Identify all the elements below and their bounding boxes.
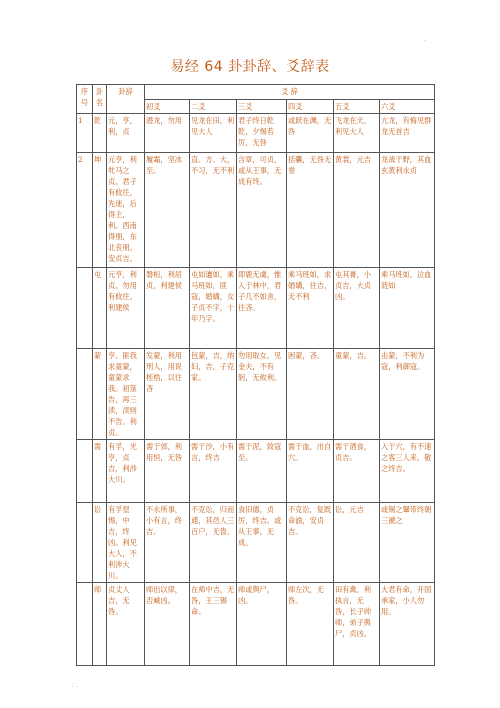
row-guaci: 元亨，利贞。勿用有攸往。利建侯 — [107, 268, 145, 349]
yao-cell: 田有禽，利执言，无咎，长子帅师，弟子舆尸，贞凶。 — [334, 583, 380, 666]
header-yao-5: 五爻 — [334, 100, 380, 114]
row-guaci: 亨。匪我求童蒙，童蒙求我。初筮告，再三渎，渎则不告。利贞。 — [107, 349, 145, 440]
yao-cell: 需于郊，利用恒，无咎 — [145, 440, 190, 503]
table-row — [77, 153, 435, 268]
yao-cell: 击蒙，不利为寇，利御寇。 — [380, 349, 435, 440]
yao-cell: 讼，元吉 — [334, 503, 380, 583]
yao-cell: 食旧德，贞厉，终吉。或从王事，无成。 — [237, 503, 287, 583]
row-seq — [77, 440, 93, 503]
footer-dots: : . — [72, 682, 78, 689]
yao-cell: 龙战于野，其血玄黄利永贞 — [380, 153, 435, 268]
row-seq: 2 — [77, 153, 93, 268]
row-seq — [77, 349, 93, 440]
hexagram-table — [76, 84, 435, 666]
table-row — [77, 583, 435, 666]
yao-cell: 乘马班如，求婚媾，往吉，无不利 — [287, 268, 334, 349]
yao-cell: 勿用取女，见金夫，不有躬，无攸利。 — [237, 349, 287, 440]
header-yao-4: 四爻 — [287, 100, 334, 114]
row-guaci: 有孚，光亨，贞吉，利涉大川。 — [107, 440, 145, 503]
row-guaci: 元亨，利牝马之贞。君子有攸往，先迷，后得主，利。西南得朋，东北丧朋。安贞吉。 — [107, 153, 145, 268]
yao-cell: 需于血，出自穴。 — [287, 440, 334, 503]
yao-cell: 不永所事，小有言，终吉。 — [145, 503, 190, 583]
table-row — [77, 114, 435, 153]
yao-cell: 见龙在田，利见大人 — [190, 114, 237, 153]
yao-cell: 入于穴，有不速之客三人来，敬之终吉。 — [380, 440, 435, 503]
yao-cell: 含章，可贞，或从王事，无成有终。 — [237, 153, 287, 268]
yao-cell: 大君有命，开国承家，小人勿用。 — [380, 583, 435, 666]
header-guaci: 卦辞 — [107, 85, 145, 114]
yao-cell: 磐桓，利居贞，利建侯 — [145, 268, 190, 349]
row-seq — [77, 503, 93, 583]
row-name: 屯 — [93, 268, 107, 349]
header-yao-2: 二爻 — [190, 100, 237, 114]
row-guaci: 贞丈人吉，无咎。 — [107, 583, 145, 666]
yao-cell: 师或舆尸，凶。 — [237, 583, 287, 666]
header-seq: 序号 — [77, 85, 93, 114]
yao-cell: 乘马班如，泣血涟如 — [380, 268, 435, 349]
yao-cell: 君子终日乾乾，夕惕若厉，无咎 — [237, 114, 287, 153]
header-yao-1: 初爻 — [145, 100, 190, 114]
yao-cell: 屯其膏，小贞吉，大贞凶。 — [334, 268, 380, 349]
row-name: 讼 — [93, 503, 107, 583]
row-name: 坤 — [93, 153, 107, 268]
yao-cell: 师出以律，否臧凶。 — [145, 583, 190, 666]
yao-cell: 包蒙，吉，纳妇，吉，子克家。 — [190, 349, 237, 440]
yao-cell: 童蒙，吉。 — [334, 349, 380, 440]
page-title: 易经 64 卦卦辞、爻辞表 — [170, 59, 330, 75]
row-guaci: 有孚窒惕，中吉，终凶。利见大人，不利涉大川。 — [107, 503, 145, 583]
header-yao-6: 六爻 — [380, 100, 435, 114]
yao-cell: 需于泥，致寇至。 — [237, 440, 287, 503]
row-seq — [77, 268, 93, 349]
table-row — [77, 268, 435, 349]
row-name: 蒙 — [93, 349, 107, 440]
yao-cell: 或跃在渊，无咎 — [287, 114, 334, 153]
row-seq — [77, 583, 93, 666]
yao-cell: 需于沙，小有言，终吉 — [190, 440, 237, 503]
yao-cell: 需于酒食，贞吉。 — [334, 440, 380, 503]
yao-cell: 发蒙，利用刑人，用说桎梏，以往吝 — [145, 349, 190, 440]
row-name: 乾 — [93, 114, 107, 153]
yao-cell: 括囊，无咎无誉 — [287, 153, 334, 268]
yao-cell: 不克讼，归而逋，其邑人三百户，无眚。 — [190, 503, 237, 583]
yao-cell: 亢龙，有悔见群龙无首吉 — [380, 114, 435, 153]
row-name: 需 — [93, 440, 107, 503]
row-seq: 1 — [77, 114, 93, 153]
corner-dot: · — [424, 38, 426, 45]
yao-cell: 即鹿无虞，惟入于林中，君子几不如舍，往吝。 — [237, 268, 287, 349]
yao-cell: 或锡之鞶带终朝三褫之 — [380, 503, 435, 583]
yao-cell: 潜龙，勿用 — [145, 114, 190, 153]
row-guaci: 元，亨，利，贞 — [107, 114, 145, 153]
yao-cell: 履霜，坚冰至。 — [145, 153, 190, 268]
yao-cell: 在师中吉，无咎，王三锡命。 — [190, 583, 237, 666]
yao-cell: 困蒙，吝。 — [287, 349, 334, 440]
header-yao-3: 三爻 — [237, 100, 287, 114]
table-row — [77, 440, 435, 503]
yao-cell: 直、方、大，不习，无不利 — [190, 153, 237, 268]
yao-cell: 屯如邅如，乘马班如，匪寇，婚媾，女子贞不字，十年乃字。 — [190, 268, 237, 349]
yao-cell: 师左次，无咎。 — [287, 583, 334, 666]
row-name: 师 — [93, 583, 107, 666]
header-gua: 卦名 — [93, 85, 107, 114]
yao-cell: 黄裳，元吉 — [334, 153, 380, 268]
header-yaoci: 爻 辞 — [145, 85, 435, 100]
table-row — [77, 503, 435, 583]
yao-cell: 不克讼，复既命渝，安贞吉。 — [287, 503, 334, 583]
table-row — [77, 349, 435, 440]
yao-cell: 飞龙在天，利见大人 — [334, 114, 380, 153]
